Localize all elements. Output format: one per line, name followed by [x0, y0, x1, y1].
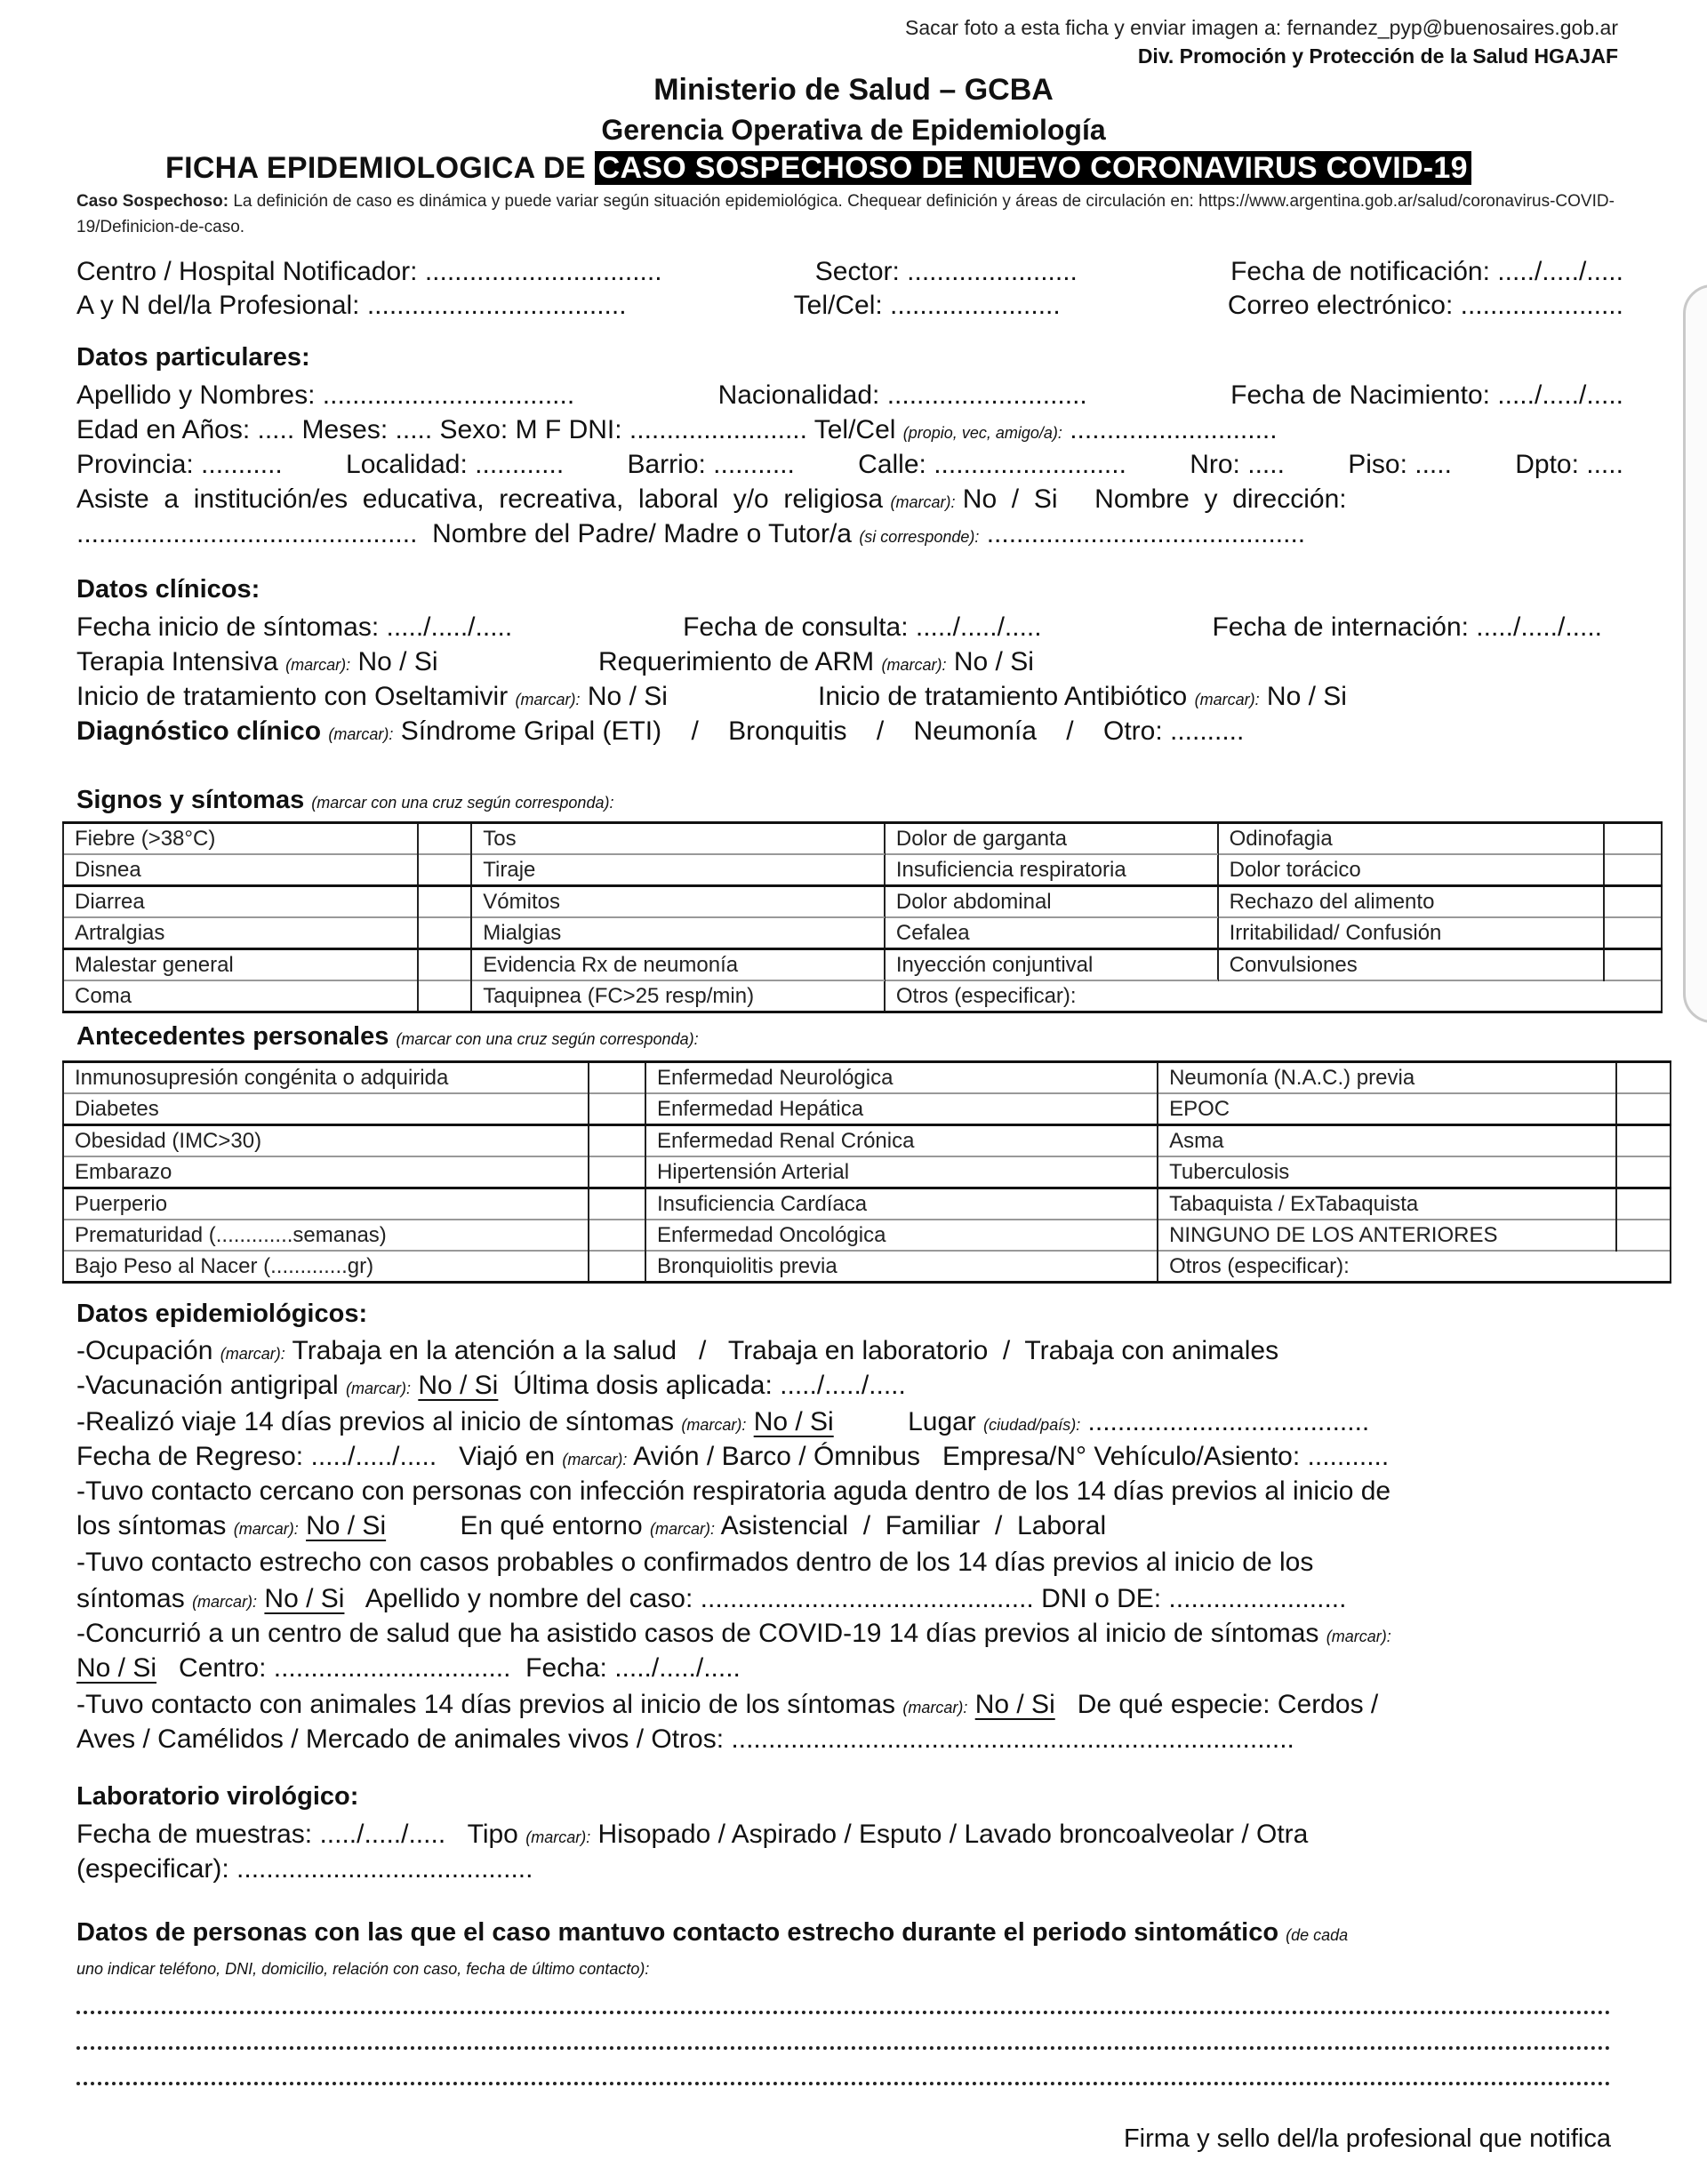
contacts-instructions: uno indicar teléfono, DNI, domicilio, relación con caso, fecha de último contacto):	[76, 1960, 650, 1978]
symptom-label: Evidencia Rx de neumonía	[471, 949, 885, 981]
symptom-label: Taquipnea (FC>25 resp/min)	[471, 980, 885, 1012]
animal-species-line[interactable]: Aves / Camélidos / Mercado de animales vivos / Otros: ............................................................................	[76, 1724, 1294, 1754]
symptom-label: Dolor de garganta	[885, 823, 1218, 855]
history-label: EPOC	[1158, 1093, 1616, 1125]
antibiotic-option[interactable]: Inicio de tratamiento Antibiótico (marcar): No / Si	[818, 682, 1347, 711]
symptom-label: Tiraje	[471, 854, 885, 886]
personal-row-3	[76, 447, 1623, 483]
health-center-line-2[interactable]: No / Si Centro: ................................ Fecha: ...../...../.....	[76, 1653, 741, 1683]
history-label: Insuficiencia Cardíaca	[645, 1188, 1158, 1220]
history-checkbox[interactable]	[1616, 1062, 1671, 1094]
section-epidemiological-data: Datos epidemiológicos:	[76, 1300, 368, 1328]
contact-entry-line-3[interactable]	[76, 2082, 1611, 2085]
symptom-label: Artralgias	[63, 917, 418, 949]
history-checkbox[interactable]	[589, 1220, 645, 1251]
history-other-field[interactable]: Otros (especificar):	[1158, 1251, 1671, 1283]
number-field[interactable]: Nro: .....	[1190, 450, 1285, 479]
history-label: Puerperio	[63, 1188, 589, 1220]
symptom-label: Convulsiones	[1218, 949, 1605, 981]
medical-history-table	[62, 1060, 1671, 1284]
symptoms-row	[63, 886, 1662, 918]
clinical-row-1	[76, 610, 1602, 645]
notification-date-field[interactable]: Fecha de notificación: ...../...../.....	[1230, 257, 1623, 286]
history-label: Diabetes	[63, 1093, 589, 1125]
apartment-field[interactable]: Dpto: .....	[1515, 450, 1623, 479]
symptom-checkbox[interactable]	[1604, 917, 1662, 949]
history-checkbox[interactable]	[1616, 1220, 1671, 1251]
institution-attendance-field[interactable]: Asiste a institución/es educativa, recreativa, laboral y/o religiosa (marcar): No / Si Nombre y dirección:	[76, 484, 1347, 514]
history-checkbox[interactable]	[589, 1251, 645, 1283]
history-checkbox[interactable]	[589, 1156, 645, 1188]
symptom-label: Cefalea	[885, 917, 1218, 949]
personal-row-1	[76, 378, 1623, 413]
symptom-checkbox[interactable]	[418, 917, 471, 949]
contact-entry-line-2[interactable]	[76, 2046, 1611, 2050]
icu-option[interactable]: Terapia Intensiva (marcar): No / Si	[76, 647, 438, 676]
symptoms-row	[63, 917, 1662, 949]
mechanical-ventilation-option[interactable]: Requerimiento de ARM (marcar): No / Si	[598, 647, 1034, 676]
clinical-diagnosis-option[interactable]: Diagnóstico clínico (marcar): Síndrome Gripal (ETI) / Bronquitis / Neumonía / Otro: ..........	[76, 716, 1245, 746]
province-field[interactable]: Provincia: ...........	[76, 450, 283, 479]
symptoms-table	[62, 821, 1663, 1013]
history-label: Hipertensión Arterial	[645, 1156, 1158, 1188]
close-contact-line: -Tuvo contacto estrecho con casos probables o confirmados dentro de los 14 días previos al inicio de los	[76, 1548, 1314, 1577]
locality-field[interactable]: Localidad: ............	[346, 450, 565, 479]
history-label: Prematuridad (.............semanas)	[63, 1220, 589, 1251]
symptom-label: Malestar general	[63, 949, 418, 981]
case-definition-text: La definición de caso es dinámica y puede variar según situación epidemiológica. Chequear definición y áreas de circulación en: https://www.argentina.gob.ar/salud/coronavirus-COVID-19/Definicion-de-caso.	[76, 192, 1615, 236]
history-checkbox[interactable]	[1616, 1125, 1671, 1157]
symptom-onset-date-field[interactable]: Fecha inicio de síntomas: ...../...../.....	[76, 612, 513, 642]
professional-name-field[interactable]: A y N del/la Profesional: ...................................	[76, 291, 627, 320]
travel-option[interactable]: No / Si	[753, 1407, 834, 1436]
symptom-checkbox[interactable]	[418, 886, 471, 918]
notifier-center-field[interactable]: Centro / Hospital Notificador: ................................	[76, 257, 662, 286]
form-title-prefix: FICHA EPIDEMIOLOGICA DE	[165, 151, 595, 185]
personal-row-5	[76, 516, 1623, 555]
section-lab: Laboratorio virológico:	[76, 1782, 359, 1811]
section-medical-history: Antecedentes personales (marcar con una cruz según corresponda):	[76, 1022, 699, 1051]
section-personal-data: Datos particulares:	[76, 343, 310, 372]
notifier-sector-field[interactable]: Sector: .......................	[814, 257, 1078, 286]
personal-row-2	[76, 412, 1623, 451]
history-label: Enfermedad Hepática	[645, 1093, 1158, 1125]
oseltamivir-option[interactable]: Inicio de tratamiento con Oseltamivir (marcar): No / Si	[76, 682, 668, 711]
history-row	[63, 1188, 1671, 1220]
history-checkbox[interactable]	[589, 1062, 645, 1094]
symptoms-row	[63, 823, 1662, 855]
professional-email-field[interactable]: Correo electrónico: ......................	[1227, 291, 1623, 320]
flu-vaccine-option[interactable]: No / Si	[418, 1371, 499, 1400]
respiratory-contact-option[interactable]: No / Si	[306, 1511, 387, 1540]
history-label: Bronquiolitis previa	[645, 1251, 1158, 1283]
respiratory-contact-line-2[interactable]: los síntomas (marcar): No / Si En qué entorno (marcar): Asistencial / Familiar / Laboral	[76, 1511, 1107, 1540]
history-label: Bajo Peso al Nacer (.............gr)	[63, 1251, 589, 1283]
symptom-label: Inyección conjuntival	[885, 949, 1218, 981]
health-center-line: -Concurrió a un centro de salud que ha asistido casos de COVID-19 14 días previos al inicio de síntomas (marcar):	[76, 1619, 1391, 1648]
guardian-name-field[interactable]: .............................................. Nombre del Padre/ Madre o Tutor/a (si corresponde): ...........................................	[76, 519, 1306, 548]
section-symptoms: Signos y síntomas (marcar con una cruz según corresponda):	[76, 786, 614, 814]
admission-date-field[interactable]: Fecha de internación: ...../...../.....	[1212, 612, 1602, 642]
return-date-line[interactable]: Fecha de Regreso: ...../...../..... Viajó en (marcar): Avión / Barco / Ómnibus Empresa/N° Vehículo/Asiento: ...........	[76, 1442, 1390, 1471]
history-row	[63, 1093, 1671, 1125]
symptom-checkbox[interactable]	[418, 823, 471, 855]
history-label: Asma	[1158, 1125, 1616, 1157]
symptom-label: Diarrea	[63, 886, 418, 918]
history-label: Embarazo	[63, 1156, 589, 1188]
respiratory-contact-line: -Tuvo contacto cercano con personas con infección respiratoria aguda dentro de los 14 días previos al inicio de	[76, 1476, 1391, 1506]
symptom-label: Mialgias	[471, 917, 885, 949]
animal-contact-line[interactable]: -Tuvo contacto con animales 14 días previos al inicio de los síntomas (marcar): No / Si De qué especie: Cerdos /	[76, 1690, 1379, 1719]
symptom-label: Fiebre (>38°C)	[63, 823, 418, 855]
full-name-field[interactable]: Apellido y Nombres: ..................................	[76, 380, 575, 410]
section-clinical-data: Datos clínicos:	[76, 575, 260, 604]
symptom-label: Dolor torácico	[1218, 854, 1605, 886]
history-label: Enfermedad Renal Crónica	[645, 1125, 1158, 1157]
notifier-row-1	[76, 254, 1623, 290]
form-title-highlight: CASO SOSPECHOSO DE NUEVO CORONAVIRUS COVID-19	[595, 151, 1471, 185]
ministry-title: Ministerio de Salud – GCBA	[653, 73, 1054, 107]
submission-instruction: Sacar foto a esta ficha y enviar imagen a: fernandez_pyp@buenosaires.gob.ar	[904, 16, 1618, 39]
symptom-label: Odinofagia	[1218, 823, 1605, 855]
age-sex-dni-field[interactable]: Edad en Años: ..... Meses: ..... Sexo: M F DNI: ........................ Tel/Cel (propio, vec, amigo/a): ............................	[76, 415, 1278, 444]
history-label: NINGUNO DE LOS ANTERIORES	[1158, 1220, 1616, 1251]
animal-contact-option[interactable]: No / Si	[974, 1690, 1055, 1719]
occupation-line[interactable]: -Ocupación (marcar): Trabaja en la atención a la salud / Trabaja en laboratorio / Trabaja con animales	[76, 1336, 1279, 1365]
history-checkbox[interactable]	[589, 1093, 645, 1125]
symptom-checkbox[interactable]	[418, 980, 471, 1012]
contact-entry-line-1[interactable]	[76, 2011, 1611, 2014]
flu-vaccine-line[interactable]: -Vacunación antigripal (marcar): No / Si Última dosis aplicada: ...../...../.....	[76, 1371, 906, 1400]
street-field[interactable]: Calle: ..........................	[858, 450, 1126, 479]
symptom-label: Tos	[471, 823, 885, 855]
symptom-label: Dolor abdominal	[885, 886, 1218, 918]
clinical-diagnosis-row	[76, 714, 1623, 752]
nationality-field[interactable]: Nacionalidad: ...........................	[717, 380, 1087, 410]
signature-label: Firma y sello del/la profesional que notifica	[1123, 2124, 1611, 2153]
section-contacts: Datos de personas con las que el caso mantuvo contacto estrecho durante el periodo sintomático (de cada	[76, 1918, 1349, 1947]
management-title: Gerencia Operativa de Epidemiología	[601, 114, 1106, 146]
sample-line[interactable]: Fecha de muestras: ...../...../..... Tipo (marcar): Hisopado / Aspirado / Esputo / Lavado broncoalveolar / Otra	[76, 1820, 1309, 1849]
consultation-date-field[interactable]: Fecha de consulta: ...../...../.....	[683, 612, 1042, 642]
history-row	[63, 1220, 1671, 1251]
symptom-checkbox[interactable]	[418, 949, 471, 981]
symptoms-row	[63, 854, 1662, 886]
history-checkbox[interactable]	[589, 1188, 645, 1220]
close-contact-option[interactable]: No / Si	[264, 1584, 345, 1613]
history-label: Enfermedad Neurológica	[645, 1062, 1158, 1094]
symptom-other-field[interactable]: Otros (especificar):	[885, 980, 1662, 1012]
history-row	[63, 1125, 1671, 1157]
history-label: Tuberculosis	[1158, 1156, 1616, 1188]
case-definition-label: Caso Sospechoso:	[76, 192, 229, 211]
history-checkbox[interactable]	[1616, 1188, 1671, 1220]
symptom-checkbox[interactable]	[418, 854, 471, 886]
travel-line[interactable]: -Realizó viaje 14 días previos al inicio de síntomas (marcar): No / Si Lugar (ciudad/país): ......................................	[76, 1407, 1370, 1436]
history-checkbox[interactable]	[589, 1125, 645, 1157]
close-contact-line-2[interactable]: síntomas (marcar): No / Si Apellido y nombre del caso: ............................................. DNI o DE: ........................	[76, 1584, 1347, 1613]
symptom-label: Rechazo del alimento	[1218, 886, 1605, 918]
symptom-label: Disnea	[63, 854, 418, 886]
symptom-label: Vómitos	[471, 886, 885, 918]
case-definition	[76, 188, 1623, 240]
floor-field[interactable]: Piso: .....	[1348, 450, 1452, 479]
history-label: Tabaquista / ExTabaquista	[1158, 1188, 1616, 1220]
neighborhood-field[interactable]: Barrio: ...........	[627, 450, 795, 479]
history-label: Obesidad (IMC>30)	[63, 1125, 589, 1157]
symptoms-row	[63, 949, 1662, 981]
symptoms-row	[63, 980, 1662, 1012]
health-center-option[interactable]: No / Si	[76, 1653, 157, 1683]
history-row	[63, 1062, 1671, 1094]
history-row	[63, 1156, 1671, 1188]
form-title	[165, 151, 1471, 186]
notifier-row-2	[76, 288, 1623, 324]
professional-phone-field[interactable]: Tel/Cel: .......................	[793, 291, 1061, 320]
birth-date-field[interactable]: Fecha de Nacimiento: ...../...../.....	[1230, 380, 1623, 410]
history-label: Enfermedad Oncológica	[645, 1220, 1158, 1251]
symptom-label: Irritabilidad/ Confusión	[1218, 917, 1605, 949]
sample-specify-line[interactable]: (especificar): ........................................	[76, 1854, 533, 1884]
clinical-row-2	[76, 644, 1623, 683]
symptom-checkbox[interactable]	[1604, 949, 1662, 981]
history-checkbox[interactable]	[1616, 1156, 1671, 1188]
personal-row-4	[76, 482, 1623, 520]
history-label: Inmunosupresión congénita o adquirida	[63, 1062, 589, 1094]
device-frame-edge	[1683, 284, 1707, 1023]
symptom-checkbox[interactable]	[1604, 886, 1662, 918]
history-label: Neumonía (N.A.C.) previa	[1158, 1062, 1616, 1094]
clinical-row-3	[76, 679, 1623, 717]
history-row	[63, 1251, 1671, 1283]
symptom-checkbox[interactable]	[1604, 854, 1662, 886]
symptom-label: Coma	[63, 980, 418, 1012]
division-name: Div. Promoción y Protección de la Salud HGAJAF	[1137, 44, 1618, 68]
history-checkbox[interactable]	[1616, 1093, 1671, 1125]
symptom-label: Insuficiencia respiratoria	[885, 854, 1218, 886]
symptom-checkbox[interactable]	[1604, 823, 1662, 855]
